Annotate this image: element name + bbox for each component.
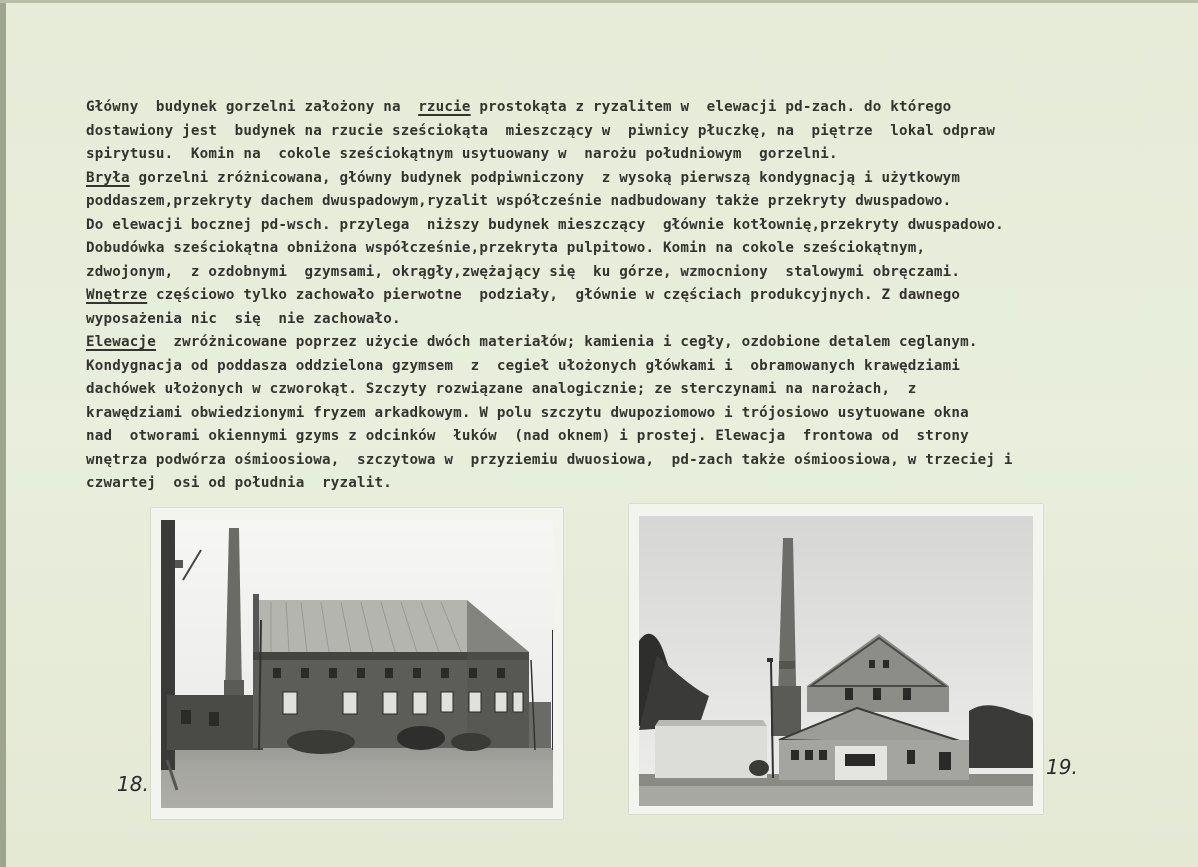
line-text: dachówek ułożonych w czworokąt. Szczyty rozwiązane analogicznie; ze sterczynami na narożach, z	[86, 381, 917, 397]
paragraph-line	[86, 214, 1156, 238]
paragraph-line	[86, 378, 1156, 402]
section-heading-underlined: Wnętrze	[86, 287, 148, 303]
paragraph-line	[86, 402, 1156, 426]
paragraph-line	[86, 167, 1156, 191]
page-left-edge	[0, 0, 6, 867]
paragraph-line	[86, 355, 1156, 379]
line-text: krawędziami obwiedzionymi fryzem arkadkowym. W polu szczytu dwupoziomowo i trójosiowo usytuowane okna	[86, 404, 969, 421]
paragraph-line	[86, 120, 1156, 144]
section-heading-underlined: Bryła	[86, 169, 130, 186]
line-text: prostokąta z ryzalitem w elewacji pd-zach. do którego	[470, 99, 952, 115]
line-text: dostawiony jest budynek na rzucie sześciokąta mieszczący w piwnicy płuczkę, na piętrze lokal odpraw	[86, 122, 996, 139]
line-text: Kondygnacja od poddasza oddzielona gzymsem z cegieł ułożonych główkami i obramowanych krawędziami	[86, 357, 961, 374]
typewritten-paragraph	[86, 96, 1156, 496]
section-heading-underlined: Elewacje	[86, 334, 156, 350]
section-heading-underlined: rzucie	[418, 99, 471, 115]
paragraph-line	[86, 284, 1156, 308]
line-text: spirytusu. Komin na cokole sześciokątnym usytuowany w narożu południowym gorzelni.	[86, 146, 838, 162]
photo-18-distillery-side	[151, 508, 563, 819]
line-text: czwartej osi od południa ryzalit.	[86, 475, 392, 491]
paragraph-line	[86, 261, 1156, 285]
paragraph-line	[86, 449, 1156, 473]
paragraph-line	[86, 190, 1156, 214]
paragraph-line	[86, 331, 1156, 355]
photo-19-image	[639, 516, 1033, 806]
line-text: Dobudówka sześciokątna obniżona współcześnie,przekryta pulpitowo. Komin na cokole sześciokątnym,	[86, 240, 926, 256]
line-text: nad otworami okiennymi gzyms z odcinków łuków (nad oknem) i prostej. Elewacja frontowa od strony	[86, 428, 969, 444]
line-text: wyposażenia nic się nie zachowało.	[86, 310, 401, 327]
paragraph-line	[86, 143, 1156, 167]
line-text: częściowo tylko zachowało pierwotne podziały, głównie w częściach produkcyjnych. Z dawnego	[147, 287, 961, 303]
page-top-edge	[0, 0, 1198, 3]
photo-19-distillery-gable	[629, 504, 1043, 814]
line-text: gorzelni zróżnicowana, główny budynek podpiwniczony z wysoką pierwszą kondygnacją i użytkowym	[129, 169, 961, 186]
paragraph-line	[86, 425, 1156, 449]
paragraph-line	[86, 96, 1156, 120]
line-text: Do elewacji bocznej pd-wsch. przylega niższy budynek mieszczący głównie kotłownię,przekryty dwuspadowo.	[86, 216, 1004, 233]
photo-18-image	[161, 520, 553, 808]
photo-19-number: 19.	[1046, 755, 1078, 779]
line-text: zdwojonym, z ozdobnymi gzymsami, okrągły,zwężający się ku górze, wzmocniony stalowymi obręczami.	[86, 263, 961, 280]
paragraph-line	[86, 472, 1156, 496]
paragraph-line	[86, 237, 1156, 261]
photo-18-number: 18.	[117, 772, 149, 796]
line-text: wnętrza podwórza ośmioosiowa, szczytowa w przyziemiu dwuosiowa, pd-zach także ośmioosiowa, w trzeciej i	[86, 451, 1013, 468]
line-text: poddaszem,przekryty dachem dwuspadowym,ryzalit współcześnie nadbudowany także przekryty dwuspadowo.	[86, 193, 952, 209]
paragraph-line	[86, 308, 1156, 332]
line-text: zwróżnicowane poprzez użycie dwóch materiałów; kamienia i cegły, ozdobione detalem ceglanym.	[155, 334, 978, 350]
line-text: Główny budynek gorzelni założony na	[86, 99, 419, 115]
